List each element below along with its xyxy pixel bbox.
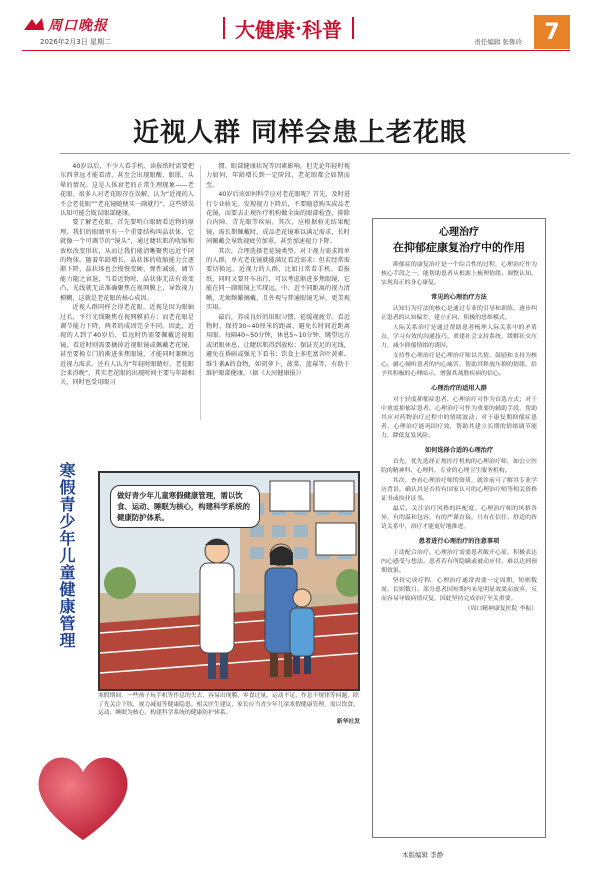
section-divider [223, 17, 225, 39]
sidebar-paragraph: 其次，查看心理治疗师的资质，就诊前可了解其专业学历背景，确认其是否持有国家认可的心理治疗师等相关资格证书或执业证书。 [381, 478, 537, 502]
section-dot: · [295, 16, 302, 40]
page-editor-footer: 本版编辑 李静 [402, 851, 444, 859]
sidebar-paragraph: 抑郁症的康复治疗是一个综合性的过程，心理治疗作为核心手段之一，能帮助患者从根源上梳理情绪、调整认知，实现真正的身心康复。 [381, 262, 537, 286]
sidebar-body [381, 261, 537, 614]
issue-date: 2026年2月3日 星期二 [40, 38, 111, 46]
sidebar-title-line1: 心理治疗 [439, 227, 479, 238]
article-column-1 [60, 162, 194, 424]
section-title [213, 14, 364, 42]
sidebar-paragraph: 主动配合治疗。心理治疗需要患者敞开心扉，积极表达内心感受与想法。患者若有所隐瞒或被动应付，难以达到预期效果。 [381, 550, 537, 574]
header-rule [22, 50, 570, 51]
column-divider [200, 165, 201, 420]
sidebar-paragraph: 支持性心理治疗是心理治疗师以共情、鼓励和支持为核心，耐心倾听患者的内心痛苦，帮助其释放压抑的情绪，给予其积极的心理暗示，增强其战胜疾病的信心。 [381, 353, 537, 377]
speech-bubble: 做好青少年儿童寒假健康管理，需以饮食、运动、睡眠为核心，构建科学系统的健康防护体系。 [110, 485, 260, 528]
sidebar-paragraph: 坚持完成疗程。心理治疗通常需要一定周期，短则数周，长则数月。部分患者因短期内未见明显效果而放弃，反而容易导致病情反复，因此坚持完成治疗至关重要。 [381, 578, 537, 602]
article-paragraph: 其次，合理选择老花镜类型。对于视力需求简单的人群，单光老花镜就能满足看近需求；但若经常需要切换远、近视力的人群，比如日常看手机、看报纸，同时又要开车出行，可以考虑渐进多焦眼镜，它能在同一副眼镜上实现远、中、近不同距离的视力清晰，无须频繁摘戴，且外观与普通眼镜无异，更美观实用。 [206, 247, 350, 312]
heart-decoration-icon [28, 740, 138, 850]
sidebar-subheading: 常见的心理治疗方法 [431, 294, 487, 301]
article-headline: 近视人群 同样会患上老花眼 [132, 118, 468, 148]
sidebar-credit: （周口精神康复医院 李振） [464, 606, 537, 612]
sidebar-box [372, 218, 546, 838]
section-sub: 科普 [301, 17, 342, 42]
article-paragraph: 最后，养成良好的用眼习惯，延缓视疲劳。看近物时，保持30~40厘米的距离，避免长时间近距离用眼。每隔40~50分钟，休息5~10分钟，眺望远方或闭眼休息，让睫状肌得到放松；保证充足的光线，避免在昏暗或强光下看书；饮食上多吃富含叶黄素、维生素A的食物，如胡萝卜、菠菜、蓝莓等，有助于维护眼部健康。（据《大河健康报》） [206, 313, 350, 377]
editor-credit: 责任编辑 张鲁玲 [474, 38, 522, 46]
sidebar-subheading: 患者进行心理治疗的注意事项 [418, 538, 500, 545]
sidebar-paragraph: 首先，优先选择正规医疗机构的心理治疗师，如公立医院的精神科、心理科，专业的心理卫生服务机构。 [381, 459, 537, 474]
sidebar-paragraph: 最后，关注治疗风格的匹配度。心理治疗师的风格各异，有的温和包容，有的严谨直接。只有在信任、舒适的咨访关系中，治疗才能更好地推进。 [381, 506, 537, 530]
caption-text: 寒假期间，一些孩子玩手机等作息的失去，容易出现膜、零食过量、运动不足、作息不规律等问题，除了先关注下肢，视力减退等健康隐患。相关医生建议，家长应当青少年儿童寒假健康管理，需以饮食、运动、睡眠为核心，构建科学系统的健康防护体系。 [98, 693, 359, 717]
article-paragraph: 40岁以后，不少人看手机、读报纸时需要把东西拿远才能看清，甚至会出现眼酸、眼胀、头晕的情况。这是人体衰老的正常生理现象——老花眼。很多人对老花眼存在误解，认为“近视的人不会老花眼”“老花镜随便买一副就行”，这些错误认知可能会耽误眼部健康。 [60, 163, 194, 218]
section-main: 大健康 [235, 17, 295, 42]
sidebar-subheading: 如何选择合适的心理治疗 [424, 447, 494, 454]
section-divider [352, 17, 354, 39]
feature-vertical-title: 寒假青少年儿童健康管理 [57, 462, 76, 649]
newspaper-logo-icon [22, 16, 46, 34]
cartoon-caption [98, 692, 360, 726]
sidebar-paragraph: 人际关系治疗是通过帮助患者梳理人际关系中的矛盾点，学习有效的沟通技巧，重建社会支持系统，缓解社交压力，减少抑郁情绪的诱因。 [381, 325, 537, 349]
sidebar-title [381, 225, 537, 255]
sidebar-title-line2: 在抑郁症康复治疗中的作用 [393, 241, 525, 254]
article-paragraph: 惯、眼部健康状况等因素影响，但无论年轻时视力如何，年龄增长到一定阶段，老花眼都会如期而至。 [206, 163, 350, 189]
sidebar-paragraph: 对于轻度抑郁症患者，心理治疗可作为首选方式；对于中重度抑郁症患者，心理治疗可作为重要的辅助手段，帮助其应对药物治疗过程中的情绪波动；对于康复期抑郁症患者，心理治疗能巩固疗效，帮助其建立长期的情绪调节能力，降低复发风险。 [381, 397, 537, 439]
logo-text: 周口晚报 [48, 18, 108, 34]
masthead-logo [22, 14, 132, 36]
article-paragraph: 近视人群同样会得老花眼。近视是因为眼轴过长，平行光线聚焦在视网膜前方；而老花眼是调节能力下降，两者的成因完全不同。因此，近视的人到了40岁后，看远时仍需要佩戴近视眼镜，看近时则需要摘掉近视眼镜或佩戴老花镜，甚至要换专门的渐进多焦眼镜，才能同时兼顾远近视力需求。还有人认为“年轻时眼睛好，老花眼会来得晚”，其实老花眼的出现时间主要与年龄相关，同时也受用眼习 [60, 304, 194, 387]
caption-credit: 新华社发 [336, 718, 360, 725]
article-column-2 [206, 162, 350, 424]
page-number-badge: 7 [534, 15, 570, 49]
cartoon-illustration [98, 471, 360, 691]
article-paragraph: 40岁后该如何科学应对老花眼呢？首先，及时进行专业验光。发现视力下降后，不要随意购买成品老花镜，而要去正规医疗机构做全面的眼部检查，排除白内障、青光眼等疾病。其次，应根据验光结果配镜，需长期佩戴时，成品老花镜难以满足需求，长时间佩戴会导致视疲劳加重，甚至加速视力下降。 [206, 191, 350, 246]
sidebar-paragraph: 认知行为疗法的核心是通过专业的引导和训练，逐步纠正患者的认知偏差，建立正向、积极的思维模式。 [381, 306, 537, 321]
article-paragraph: 要了解老花眼，首先要明白眼睛看近物的原理。我们的眼睛里有一个重要结构叫晶状体，它就像一个可调节的“镜头”，通过睫状肌的收缩和放松改变形状，从而让我们能清晰聚焦远近不同的物体。随着年龄增长，晶状体的收缩能力会逐渐下降，晶状体也会慢慢变硬、弹性减弱，调节能力随之衰退，当看近物时，晶状体无法有效变凸，光线就无法准确聚焦在视网膜上，导致视力模糊，这就是老花眼的核心成因。 [60, 219, 194, 302]
headline-rule [60, 153, 570, 154]
sidebar-subheading: 心理治疗的适用人群 [431, 385, 487, 392]
